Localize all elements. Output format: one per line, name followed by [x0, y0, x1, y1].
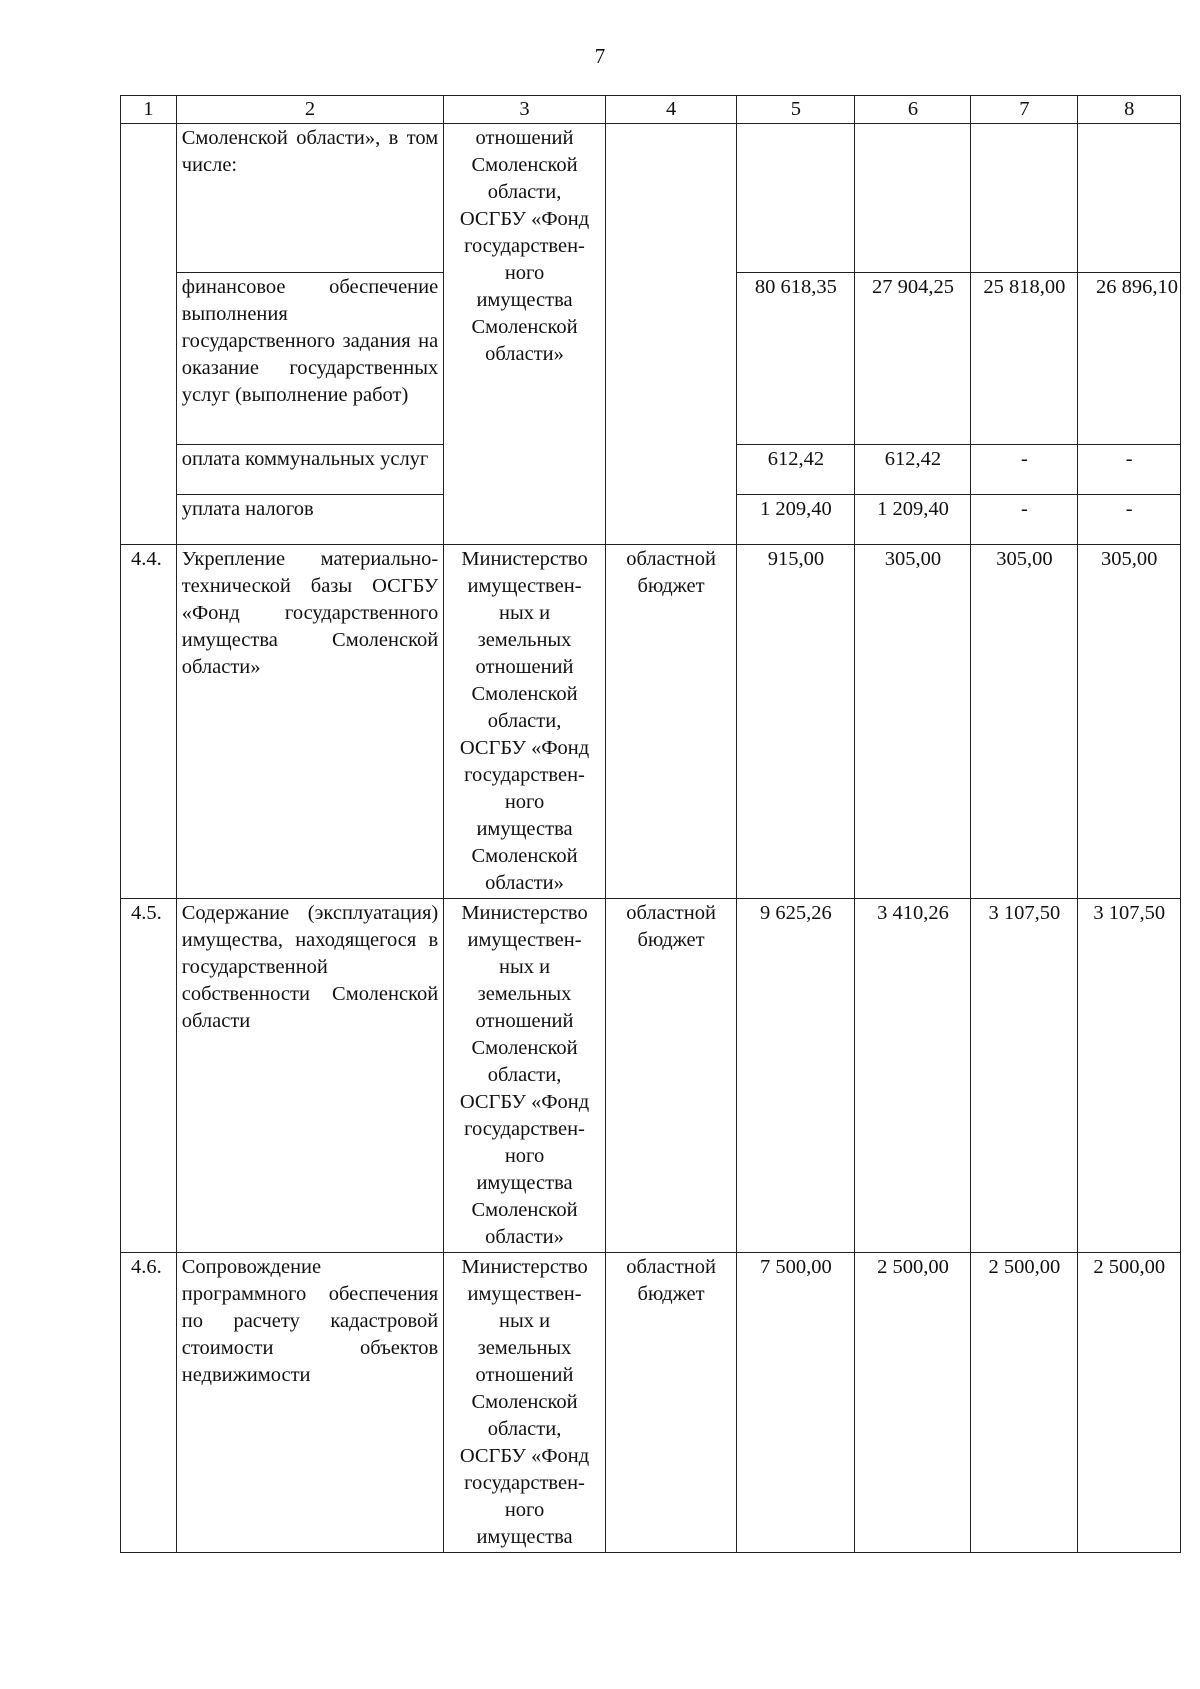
executor-cell: Министерство имуществен- ных и земельных отношений Смоленской области, ОСГБУ «Фонд государствен- ного имущества — [444, 1253, 606, 1553]
value-cell: 612,42 — [855, 445, 971, 495]
executor-cell: Министерство имуществен- ных и земельных отношений Смоленской области, ОСГБУ «Фонд государствен- ного имущества Смоленской области» — [444, 899, 606, 1253]
value-cell: 27 904,25 — [855, 273, 971, 445]
activity-name: Укрепление материально-технической базы ОСГБУ «Фонд государственного имущества Смоленской области» — [176, 545, 444, 899]
activity-name: Содержание (эксплуатация) имущества, находящегося в государственной собственности Смоленской области — [176, 899, 444, 1253]
column-header: 1 — [121, 96, 177, 124]
value-cell: 25 818,00 — [971, 273, 1078, 445]
column-header: 8 — [1078, 96, 1181, 124]
value-cell: 2 500,00 — [971, 1253, 1078, 1553]
value-cell: 2 500,00 — [1078, 1253, 1181, 1553]
value-cell: 915,00 — [737, 545, 855, 899]
value-cell: 9 625,26 — [737, 899, 855, 1253]
column-header: 3 — [444, 96, 606, 124]
value-cell: 3 410,26 — [855, 899, 971, 1253]
value-cell: 80 618,35 — [737, 273, 855, 445]
value-cell: 2 500,00 — [855, 1253, 971, 1553]
column-header: 6 — [855, 96, 971, 124]
column-header: 2 — [176, 96, 444, 124]
value-cell — [1078, 124, 1181, 273]
row-number: 4.5. — [121, 899, 177, 1253]
value-cell: - — [1078, 495, 1181, 545]
value-cell — [855, 124, 971, 273]
row-number: 4.4. — [121, 545, 177, 899]
subrow-name: уплата налогов — [176, 495, 444, 545]
table-row — [121, 899, 1181, 1253]
value-cell — [971, 124, 1078, 273]
column-header: 5 — [737, 96, 855, 124]
funding-source-cell: областной бюджет — [605, 545, 737, 899]
value-cell: 1 209,40 — [737, 495, 855, 545]
item-name-continuation: Смоленской области», в том числе: — [176, 124, 444, 273]
value-cell: 305,00 — [1078, 545, 1181, 899]
column-number-header-row — [121, 96, 1181, 124]
column-header: 7 — [971, 96, 1078, 124]
funding-source-cell: областной бюджет — [605, 899, 737, 1253]
value-cell: 1 209,40 — [855, 495, 971, 545]
executor-cell: Министерство имуществен- ных и земельных отношений Смоленской области, ОСГБУ «Фонд государствен- ного имущества Смоленской области» — [444, 545, 606, 899]
value-cell: 26 896,10 — [1078, 273, 1181, 445]
value-cell: 612,42 — [737, 445, 855, 495]
value-cell: - — [971, 495, 1078, 545]
row-number-cell — [121, 124, 177, 545]
value-cell — [737, 124, 855, 273]
continuation-row — [121, 124, 1181, 273]
subrow-name: финансовое обеспечение выполнения государственного задания на оказание государственных услуг (выполнение работ) — [176, 273, 444, 445]
program-activities-table — [120, 95, 1181, 1553]
value-cell: 7 500,00 — [737, 1253, 855, 1553]
row-number: 4.6. — [121, 1253, 177, 1553]
value-cell: 3 107,50 — [1078, 899, 1181, 1253]
value-cell: 305,00 — [855, 545, 971, 899]
page-number: 7 — [594, 44, 606, 68]
funding-source-cell — [605, 124, 737, 545]
executor-cell: отношений Смоленской области, ОСГБУ «Фонд государствен- ного имущества Смоленской области» — [444, 124, 606, 545]
funding-source-cell: областной бюджет — [605, 1253, 737, 1553]
value-cell: 3 107,50 — [971, 899, 1078, 1253]
table-row — [121, 1253, 1181, 1553]
column-header: 4 — [605, 96, 737, 124]
value-cell: 305,00 — [971, 545, 1078, 899]
value-cell: - — [1078, 445, 1181, 495]
table-row — [121, 545, 1181, 899]
value-cell: - — [971, 445, 1078, 495]
activity-name: Сопровождение программного обеспечения по расчету кадастровой стоимости объектов недвижимости — [176, 1253, 444, 1553]
subrow-name: оплата коммунальных услуг — [176, 445, 444, 495]
